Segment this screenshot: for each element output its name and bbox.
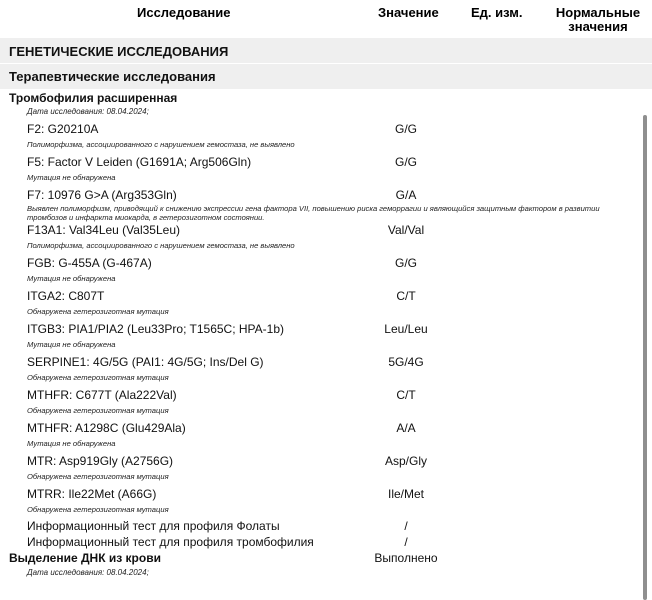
test-note: Полиморфизма, ассоциированного с нарушением гемостаза, не выявлено xyxy=(27,140,295,149)
test-note: Обнаружена гетерозиготная мутация xyxy=(27,505,169,514)
test-name: F7: 10976 G>A (Arg353Gln) xyxy=(27,188,177,202)
test-value: Asp/Gly xyxy=(384,454,427,468)
dna-title: Выделение ДНК из крови xyxy=(9,551,161,565)
test-value: Ile/Met xyxy=(387,487,424,501)
table-header xyxy=(0,0,652,38)
panel-title: Тромбофилия расширенная xyxy=(9,91,178,105)
test-note: Мутация не обнаружена xyxy=(27,173,116,182)
test-name: ITGB3: PIA1/PIA2 (Leu33Pro; T1565C; HPA-1b) xyxy=(27,322,285,336)
test-value: G/G xyxy=(394,155,417,169)
test-name: F13A1: Val34Leu (Val35Leu) xyxy=(27,223,180,237)
test-value: / xyxy=(404,535,408,549)
column-header-test: Исследование xyxy=(137,5,231,20)
test-value: G/G xyxy=(394,256,417,270)
test-name: MTR: Asp919Gly (A2756G) xyxy=(27,454,174,468)
test-name: SERPINE1: 4G/5G (PAI1: 4G/5G; Ins/Del G) xyxy=(27,355,264,369)
test-value: G/G xyxy=(394,122,417,136)
test-note: Обнаружена гетерозиготная мутация xyxy=(27,373,169,382)
test-note: Обнаружена гетерозиготная мутация xyxy=(27,307,169,316)
test-note: Обнаружена гетерозиготная мутация xyxy=(27,406,169,415)
test-name: F5: Factor V Leiden (G1691A; Arg506Gln) xyxy=(27,155,252,169)
test-name: MTHFR: C677T (Ala222Val) xyxy=(27,388,177,402)
test-name: Информационный тест для профиля тромбофилия xyxy=(27,535,314,549)
column-header-value: Значение xyxy=(378,5,439,20)
test-value: Val/Val xyxy=(387,223,425,237)
test-value: C/T xyxy=(396,388,416,402)
test-note: Мутация не обнаружена xyxy=(27,340,116,349)
section-title: ГЕНЕТИЧЕСКИЕ ИССЛЕДОВАНИЯ xyxy=(9,44,229,59)
panel-date: Дата исследования: 08.04.2024; xyxy=(27,107,149,116)
test-name: MTRR: Ile22Met (A66G) xyxy=(27,487,157,501)
test-value: Leu/Leu xyxy=(384,322,428,336)
test-note: Мутация не обнаружена xyxy=(27,274,116,283)
test-value: C/T xyxy=(396,289,416,303)
section-band xyxy=(0,38,652,63)
dna-date: Дата исследования: 08.04.2024; xyxy=(27,568,149,577)
test-name: MTHFR: A1298C (Glu429Ala) xyxy=(27,421,186,435)
test-note: Полиморфизма, ассоциированного с нарушением гемостаза, не выявлено xyxy=(27,241,295,250)
test-name: ITGA2: C807T xyxy=(27,289,105,303)
test-name: Информационный тест для профиля Фолаты xyxy=(27,519,280,533)
test-note: Выявлен полиморфизм, приводящий к снижению экспрессии гена фактора VII, повышению риска геморрагии и являющийся защитным фактором в развитии тромбозов и инфаркта миокарда, в гетерозиготном состоянии. xyxy=(27,204,600,222)
column-header-norm-line2: значения xyxy=(568,19,628,34)
column-header-unit: Ед. изм. xyxy=(471,5,523,20)
test-note: Мутация не обнаружена xyxy=(27,439,116,448)
dna-value: Выполнено xyxy=(374,551,438,565)
test-name: FGB: G-455A (G-467A) xyxy=(27,256,152,270)
subsection-band xyxy=(0,64,652,89)
test-name: F2: G20210A xyxy=(27,122,99,136)
column-header-norm xyxy=(553,6,643,34)
scrollbar[interactable] xyxy=(643,115,647,600)
subsection-title: Терапевтические исследования xyxy=(9,69,216,84)
column-header-norm-line1: Нормальные xyxy=(555,5,641,20)
test-note: Обнаружена гетерозиготная мутация xyxy=(27,472,169,481)
test-value: 5G/4G xyxy=(388,355,424,369)
test-value: A/A xyxy=(396,421,416,435)
test-value: / xyxy=(404,519,408,533)
test-value: G/A xyxy=(395,188,417,202)
